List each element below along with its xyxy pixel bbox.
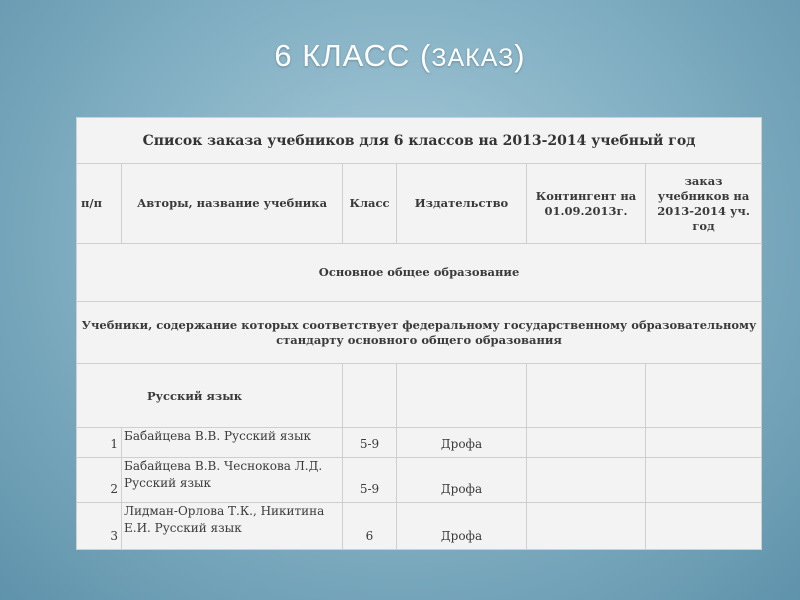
header-publisher: Издательство xyxy=(397,164,527,244)
row-book: Бабайцева В.В. Русский язык xyxy=(122,428,343,458)
row-grade: 6 xyxy=(343,503,397,550)
subject-row xyxy=(77,364,762,428)
subject-contingent-cell xyxy=(527,364,646,428)
row-grade: 5-9 xyxy=(343,428,397,458)
header-order: заказ учебников на 2013-2014 уч. год xyxy=(646,164,762,244)
subsection-label: Учебники, содержание которых соответствует федеральному государственному образовательному стандарту основного общего образования xyxy=(77,302,762,364)
row-publisher: Дрофа xyxy=(397,458,527,503)
row-publisher: Дрофа xyxy=(397,428,527,458)
table-row xyxy=(77,428,762,458)
row-contingent xyxy=(527,458,646,503)
subsection-row xyxy=(77,302,762,364)
row-publisher: Дрофа xyxy=(397,503,527,550)
row-num: 2 xyxy=(77,458,122,503)
row-order xyxy=(646,428,762,458)
row-book: Лидман-Орлова Т.К., Никитина Е.И. Русский язык xyxy=(122,503,343,550)
textbook-order-table xyxy=(76,117,762,550)
row-num: 3 xyxy=(77,503,122,550)
row-book: Бабайцева В.В. Чеснокова Л.Д. Русский язык xyxy=(122,458,343,503)
header-grade: Класс xyxy=(343,164,397,244)
header-num: п/п xyxy=(77,164,122,244)
subject-publisher-cell xyxy=(397,364,527,428)
subject-label: Русский язык xyxy=(77,364,343,428)
header-contingent: Контингент на 01.09.2013г. xyxy=(527,164,646,244)
row-num: 1 xyxy=(77,428,122,458)
header-book: Авторы, название учебника xyxy=(122,164,343,244)
section-label: Основное общее образование xyxy=(77,244,762,302)
slide-title-main: 6 КЛАСС ( xyxy=(274,38,432,73)
subject-order-cell xyxy=(646,364,762,428)
table-caption-row xyxy=(77,118,762,164)
table-header-row xyxy=(77,164,762,244)
row-contingent xyxy=(527,428,646,458)
row-grade: 5-9 xyxy=(343,458,397,503)
row-contingent xyxy=(527,503,646,550)
slide-title xyxy=(0,38,800,74)
section-row xyxy=(77,244,762,302)
row-order xyxy=(646,503,762,550)
subject-grade-cell xyxy=(343,364,397,428)
slide-title-end: ) xyxy=(514,38,526,73)
table-row xyxy=(77,503,762,550)
row-order xyxy=(646,458,762,503)
table-row xyxy=(77,458,762,503)
slide-title-small: ЗАКАЗ xyxy=(431,44,515,72)
table-caption: Список заказа учебников для 6 классов на 2013-2014 учебный год xyxy=(77,118,762,164)
